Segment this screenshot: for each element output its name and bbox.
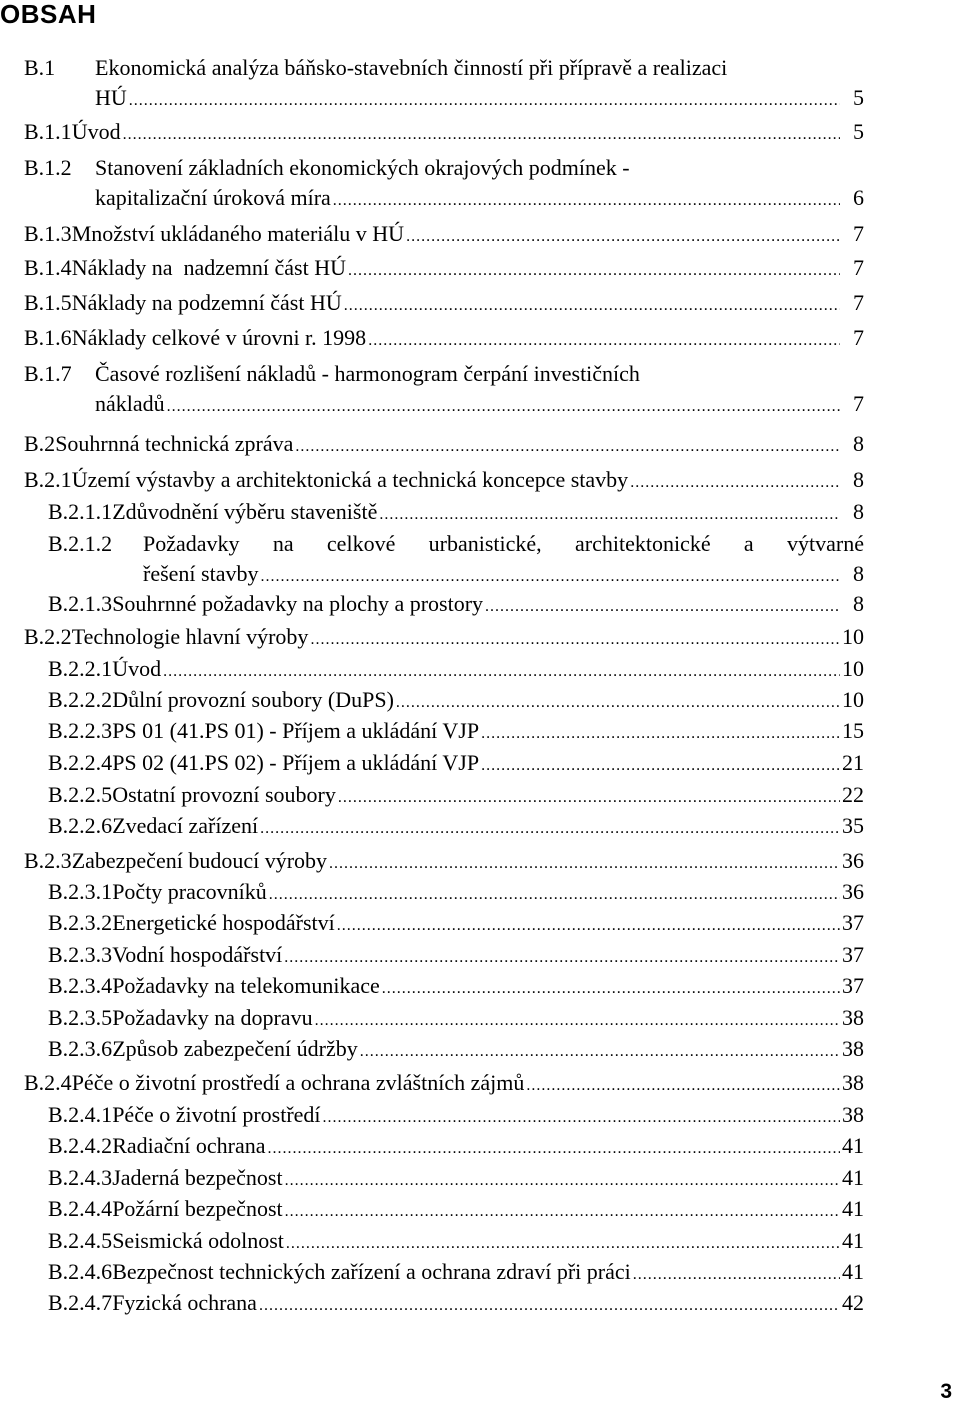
toc-title-cont: řešení stavby	[143, 561, 259, 586]
toc-entry-b212[interactable]	[48, 529, 864, 589]
toc-number: B.2.4	[24, 1070, 72, 1095]
toc-number: B.2.2.4	[48, 750, 113, 775]
toc-entry-b242[interactable]	[48, 1131, 864, 1161]
dot-leader	[630, 468, 840, 498]
toc-title: Jaderná bezpečnost	[112, 1165, 283, 1190]
toc-entry-b234[interactable]	[48, 971, 864, 1001]
toc-title-cont: HÚ	[95, 85, 127, 110]
dot-leader	[337, 911, 840, 941]
toc-page: 37	[842, 910, 864, 935]
toc-page: 36	[842, 879, 864, 904]
toc-page: 38	[842, 1102, 864, 1127]
toc-title-word: celkové	[326, 531, 396, 556]
toc-number: B.2.4.3	[48, 1165, 113, 1190]
toc-title: Náklady celkové v úrovni r. 1998	[71, 325, 367, 350]
toc-entry-b13[interactable]	[24, 219, 864, 249]
dot-leader	[315, 1006, 840, 1036]
toc-number: B.2.1.1	[48, 499, 113, 524]
toc-number: B.2.2.1	[48, 656, 113, 681]
toc-title: Seismická odolnost	[112, 1228, 284, 1253]
toc-title-word: architektonické	[574, 531, 711, 556]
dot-leader	[338, 783, 840, 813]
toc-title-cont: kapitalizační úroková míra	[95, 185, 331, 210]
toc-number: B.2.4.7	[48, 1290, 113, 1315]
toc-number: B.2.4.5	[48, 1228, 113, 1253]
toc-number: B.2.1	[24, 467, 72, 492]
toc-number: B.1	[24, 55, 56, 80]
toc-number: B.2.3.4	[48, 973, 113, 998]
toc-entry-b12[interactable]	[24, 153, 864, 213]
toc-page: 8	[853, 467, 864, 492]
toc-entry-b14[interactable]	[24, 253, 864, 283]
dot-leader	[396, 688, 840, 718]
toc-title: Požární bezpečnost	[112, 1196, 283, 1221]
toc-title: Náklady na nadzemní část HÚ	[71, 255, 346, 280]
toc-page: 7	[853, 325, 864, 350]
toc-entry-b22[interactable]	[24, 622, 864, 652]
dot-leader	[382, 974, 840, 1004]
toc-number: B.2.2.3	[48, 718, 113, 743]
toc-page: 37	[842, 942, 864, 967]
toc-number: B.2.3	[24, 848, 72, 873]
toc-title: Fyzická ochrana	[112, 1290, 257, 1315]
toc-page: 15	[842, 718, 864, 743]
toc-title-word: Požadavky	[143, 531, 240, 556]
dot-leader	[310, 625, 840, 655]
toc-page: 5	[853, 85, 864, 110]
toc-page: 8	[853, 561, 864, 586]
toc-entry-b223[interactable]	[48, 716, 864, 746]
toc-title: Způsob zabezpečení údržby	[112, 1036, 358, 1061]
dot-leader	[481, 719, 840, 749]
toc-title: Souhrnné požadavky na plochy a prostory	[112, 591, 484, 616]
toc-title: Požadavky na telekomunikace	[112, 973, 380, 998]
toc-number: B.2.3.5	[48, 1005, 113, 1030]
dot-leader	[360, 1037, 840, 1067]
toc-title: Energetické hospodářství	[112, 910, 335, 935]
toc-page: 42	[842, 1290, 864, 1315]
dot-leader	[485, 592, 840, 622]
toc-page: 41	[842, 1196, 864, 1221]
dot-leader	[344, 291, 840, 321]
dot-leader	[368, 326, 840, 356]
toc-entry-b17[interactable]	[24, 359, 864, 419]
toc-entry-b23[interactable]	[24, 846, 864, 876]
toc-page: 7	[853, 221, 864, 246]
toc-page: 10	[842, 624, 864, 649]
toc-entry-b236[interactable]	[48, 1034, 864, 1064]
toc-number: B.2.4.2	[48, 1133, 113, 1158]
toc-page: 38	[842, 1070, 864, 1095]
toc-title: Ekonomická analýza báňsko-stavebních činností při přípravě a realizaci	[95, 55, 728, 80]
dot-leader	[333, 186, 840, 216]
toc-number: B.1.4	[24, 255, 72, 280]
dot-leader	[260, 562, 840, 592]
toc-page: 7	[853, 290, 864, 315]
toc-number: B.1.6	[24, 325, 72, 350]
toc-entry-b233[interactable]	[48, 940, 864, 970]
dot-leader	[167, 392, 840, 422]
toc-number: B.2	[24, 431, 56, 456]
toc-title: Počty pracovníků	[112, 879, 267, 904]
toc-page: 8	[853, 499, 864, 524]
toc-entry-b224[interactable]	[48, 748, 864, 778]
toc-page: 10	[842, 656, 864, 681]
dot-leader	[259, 1291, 840, 1321]
toc-page: 22	[842, 782, 864, 807]
toc-entry-b246[interactable]	[48, 1257, 864, 1287]
toc-page: 35	[842, 813, 864, 838]
toc-page: 7	[853, 391, 864, 416]
dot-leader	[260, 814, 840, 844]
toc-title: Ostatní provozní soubory	[112, 782, 336, 807]
dot-leader	[348, 256, 840, 286]
toc-entry-b247[interactable]	[48, 1288, 864, 1318]
toc-title: Úvod	[112, 656, 162, 681]
toc-entry-b11[interactable]	[24, 117, 864, 147]
toc-number: B.2.3.3	[48, 942, 113, 967]
toc-entry-b245[interactable]	[48, 1226, 864, 1256]
toc-entry-b225[interactable]	[48, 780, 864, 810]
dot-leader	[295, 432, 840, 462]
toc-page: 7	[853, 255, 864, 280]
toc-entry-b213[interactable]	[48, 589, 864, 619]
toc-title: PS 01 (41.PS 01) - Příjem a ukládání VJP	[112, 718, 480, 743]
toc-number: B.2.4.1	[48, 1102, 113, 1127]
dot-leader	[268, 1134, 841, 1164]
dot-leader	[379, 500, 840, 530]
toc-title-word: urbanistické,	[428, 531, 542, 556]
toc-number: B.1.3	[24, 221, 72, 246]
toc-title: Časové rozlišení nákladů - harmonogram čerpání investičních	[95, 361, 640, 386]
toc-entry-b222[interactable]	[48, 685, 864, 715]
toc-title: Bezpečnost technických zařízení a ochrana zdraví při práci	[112, 1259, 631, 1284]
toc-page: 38	[842, 1036, 864, 1061]
dot-leader	[323, 1103, 840, 1133]
toc-entry-b24[interactable]	[24, 1068, 864, 1098]
toc-title: Území výstavby a architektonická a technická koncepce stavby	[71, 467, 629, 492]
toc-number: B.2.1.2	[48, 531, 113, 556]
toc-title: Vodní hospodářství	[112, 942, 283, 967]
toc-number: B.2.3.6	[48, 1036, 113, 1061]
page-title: OBSAH	[0, 0, 97, 29]
toc-page: 36	[842, 848, 864, 873]
toc-title: Náklady na podzemní část HÚ	[71, 290, 342, 315]
toc-entry-b235[interactable]	[48, 1003, 864, 1033]
toc-entry-b221[interactable]	[48, 654, 864, 684]
toc-page: 5	[853, 119, 864, 144]
dot-leader	[406, 222, 840, 252]
toc-page: 41	[842, 1259, 864, 1284]
toc-entry-b232[interactable]	[48, 908, 864, 938]
toc-title: Péče o životní prostředí a ochrana zvláštních zájmů	[71, 1070, 525, 1095]
toc-entry-b15[interactable]	[24, 288, 864, 318]
toc-page: 41	[842, 1133, 864, 1158]
toc-entry-b2[interactable]	[24, 429, 864, 459]
dot-leader	[633, 1260, 840, 1290]
toc-number: B.2.1.3	[48, 591, 113, 616]
toc-page: 41	[842, 1165, 864, 1190]
toc-title-word: a	[743, 531, 754, 556]
toc-entry-b231[interactable]	[48, 877, 864, 907]
toc-number: B.2.2	[24, 624, 72, 649]
dot-leader	[284, 943, 840, 973]
dot-leader	[285, 1197, 840, 1227]
toc-title: Zvedací zařízení	[112, 813, 259, 838]
dot-leader	[285, 1166, 840, 1196]
dot-leader	[286, 1229, 840, 1259]
toc-title: Množství ukládaného materiálu v HÚ	[71, 221, 405, 246]
dot-leader	[129, 86, 840, 116]
toc-page: 8	[853, 591, 864, 616]
toc-entry-b1[interactable]	[24, 53, 864, 113]
toc-page: 10	[842, 687, 864, 712]
toc-number: B.1.5	[24, 290, 72, 315]
toc-number: B.1.1	[24, 119, 72, 144]
toc-entry-b226[interactable]	[48, 811, 864, 841]
toc-title-cont: nákladů	[95, 391, 165, 416]
toc-title: Požadavky na dopravu	[112, 1005, 313, 1030]
dot-leader	[329, 849, 840, 879]
toc-title-word: výtvarné	[786, 531, 864, 556]
toc-entry-b243[interactable]	[48, 1163, 864, 1193]
toc-entry-b16[interactable]	[24, 323, 864, 353]
dot-leader	[481, 751, 840, 781]
dot-leader	[123, 120, 840, 150]
dot-leader	[163, 657, 840, 687]
page-number: 3	[940, 1380, 952, 1403]
toc-page: 8	[853, 431, 864, 456]
toc-title: Technologie hlavní výroby	[71, 624, 309, 649]
toc-number: B.2.2.2	[48, 687, 113, 712]
toc-number: B.2.2.5	[48, 782, 113, 807]
toc-page: 41	[842, 1228, 864, 1253]
toc-number: B.2.3.1	[48, 879, 113, 904]
toc-title: Zdůvodnění výběru staveniště	[112, 499, 378, 524]
toc-number: B.1.2	[24, 155, 72, 180]
toc-title: Stanovení základních ekonomických okrajových podmínek -	[95, 155, 630, 180]
toc-page: 6	[853, 185, 864, 210]
toc-entry-b211[interactable]	[48, 497, 864, 527]
toc-page: 38	[842, 1005, 864, 1030]
toc-title: PS 02 (41.PS 02) - Příjem a ukládání VJP	[112, 750, 480, 775]
toc-entry-b241[interactable]	[48, 1100, 864, 1130]
toc-title: Péče o životní prostředí	[112, 1102, 321, 1127]
toc-number: B.1.7	[24, 361, 72, 386]
toc-entry-b244[interactable]	[48, 1194, 864, 1224]
toc-title-word: na	[272, 531, 294, 556]
toc-title: Radiační ochrana	[112, 1133, 266, 1158]
toc-page: 37	[842, 973, 864, 998]
toc-title: Úvod	[71, 119, 121, 144]
toc-title: Souhrnná technická zpráva	[55, 431, 294, 456]
dot-leader	[526, 1071, 840, 1101]
toc-page: 21	[842, 750, 864, 775]
toc-number: B.2.4.4	[48, 1196, 113, 1221]
toc-number: B.2.3.2	[48, 910, 113, 935]
toc-number: B.2.4.6	[48, 1259, 113, 1284]
toc-title: Zabezpečení budoucí výroby	[71, 848, 328, 873]
dot-leader	[269, 880, 840, 910]
toc-number: B.2.2.6	[48, 813, 113, 838]
toc-entry-b21[interactable]	[24, 465, 864, 495]
toc-title: Důlní provozní soubory (DuPS)	[112, 687, 394, 712]
